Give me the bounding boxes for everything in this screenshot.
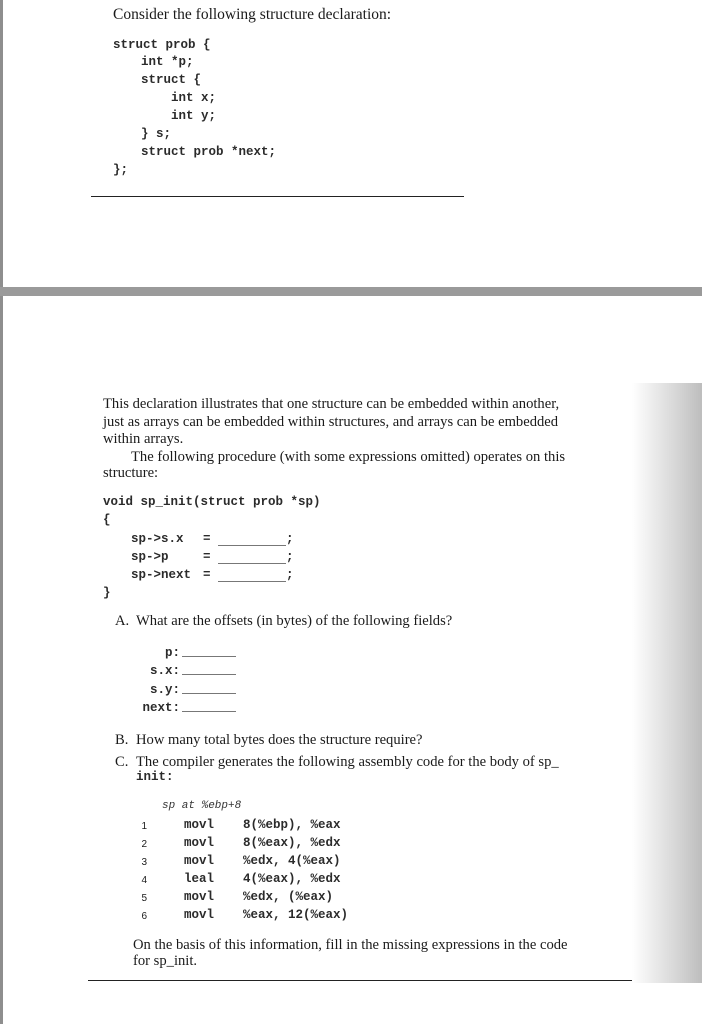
field-label: s.y: (149, 683, 180, 697)
asm-line-number: 5 (141, 893, 147, 904)
proc-signature: void sp_init(struct prob *sp) (103, 495, 321, 509)
stmt-end: ; (286, 550, 294, 564)
question-label: C. (115, 754, 129, 770)
asm-args: %edx, 4(%eax) (243, 854, 341, 868)
field-label: p: (164, 646, 180, 660)
question-label: B. (115, 732, 129, 748)
stmt-end: ; (286, 532, 294, 546)
code-line: int x; (171, 91, 217, 105)
text-line: for sp_init. (133, 953, 198, 969)
text-line: structure: (103, 465, 159, 481)
code-line: struct { (141, 73, 202, 87)
fill-blank[interactable] (218, 563, 286, 564)
stmt-lhs: sp->s.x (131, 532, 184, 546)
asm-line-number: 3 (141, 857, 147, 868)
text-line: This declaration illustrates that one structure can be embedded within another, (103, 396, 560, 412)
question-text: What are the offsets (in bytes) of the following fields? (136, 613, 453, 629)
question-text: init: (136, 770, 174, 784)
question-text: The compiler generates the following assembly code for the body of sp_ (136, 754, 559, 770)
asm-args: %eax, 12(%eax) (243, 908, 349, 922)
fill-blank[interactable] (182, 656, 236, 657)
proc-open-brace: { (103, 513, 111, 527)
asm-args: %edx, (%eax) (243, 890, 334, 904)
stmt-eq: = (203, 532, 211, 546)
fill-blank[interactable] (182, 693, 236, 694)
text-line: The following procedure (with some expressions omitted) operates on this (131, 449, 566, 465)
field-label: s.x: (149, 664, 180, 678)
stmt-eq: = (203, 568, 211, 582)
asm-op: movl (184, 818, 215, 832)
code-line: struct prob *next; (141, 145, 277, 159)
question-label: A. (115, 613, 130, 629)
stmt-lhs: sp->next (131, 568, 192, 582)
asm-line-number: 1 (141, 821, 147, 832)
text-line: within arrays. (103, 431, 184, 447)
asm-op: leal (184, 872, 215, 886)
asm-op: movl (184, 908, 215, 922)
text-line: just as arrays can be embedded within structures, and arrays can be embedded (103, 414, 559, 430)
asm-header: sp at %ebp+8 (162, 800, 242, 812)
fill-blank[interactable] (182, 711, 236, 712)
asm-op: movl (184, 854, 215, 868)
stmt-eq: = (203, 550, 211, 564)
field-label: next: (142, 701, 180, 715)
asm-line-number: 6 (141, 911, 147, 922)
page-top (0, 0, 702, 287)
asm-line-number: 4 (141, 875, 147, 886)
fill-blank[interactable] (218, 545, 286, 546)
asm-op: movl (184, 836, 215, 850)
fill-blank[interactable] (182, 674, 236, 675)
code-line: } s; (141, 127, 172, 141)
code-line: struct prob { (113, 38, 211, 52)
code-line: int y; (171, 109, 217, 123)
divider (88, 980, 632, 981)
divider (91, 196, 464, 197)
asm-op: movl (184, 890, 215, 904)
page-gap (0, 287, 702, 296)
text-line: On the basis of this information, fill in the missing expressions in the code (133, 937, 568, 953)
book-spine-shadow (632, 383, 702, 983)
asm-args: 4(%eax), %edx (243, 872, 341, 886)
page1-title: Consider the following structure declaration: (113, 6, 392, 23)
stmt-lhs: sp->p (131, 550, 169, 564)
code-line: }; (113, 163, 129, 177)
code-line: int *p; (141, 55, 194, 69)
stmt-end: ; (286, 568, 294, 582)
question-text: How many total bytes does the structure require? (136, 732, 423, 748)
asm-args: 8(%eax), %edx (243, 836, 341, 850)
asm-args: 8(%ebp), %eax (243, 818, 341, 832)
proc-close-brace: } (103, 586, 111, 600)
asm-line-number: 2 (141, 839, 147, 850)
fill-blank[interactable] (218, 581, 286, 582)
